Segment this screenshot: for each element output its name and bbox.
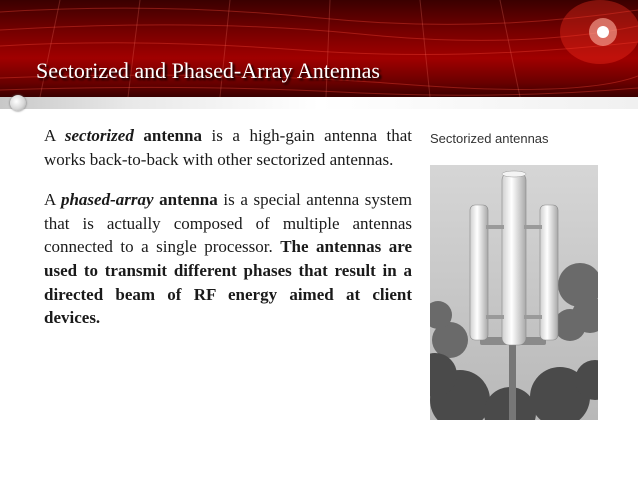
paragraph-text: is a special antenna system that is actually composed of multiple antennas connected to a single processor. [44,190,413,257]
paragraph-article: A [44,190,56,210]
header-rule-ornament [10,95,26,111]
antenna-photo [430,165,598,420]
paragraph-text: is a high-gain antenna that works back-to-back with other sectorized antennas. [44,126,413,169]
slide-header [0,0,638,97]
term-sectorized: sectorized [64,126,134,145]
paragraph-article: A [44,126,56,145]
header-rule [0,97,638,109]
term-phased-array: phased-array [60,190,154,210]
paragraph-phased-array [44,188,412,330]
paragraph-sectorized [44,124,412,171]
figure-caption: Sectorized antennas [430,131,549,146]
term-noun: antenna [159,190,218,210]
slide-title: Sectorized and Phased-Array Antennas [36,58,380,83]
paragraph-bold-text: The antennas are used to transmit different phases that result in a directed beam of RF energy aimed at client devices. [44,237,412,328]
term-noun: antenna [143,126,202,145]
slide-body [44,124,412,347]
